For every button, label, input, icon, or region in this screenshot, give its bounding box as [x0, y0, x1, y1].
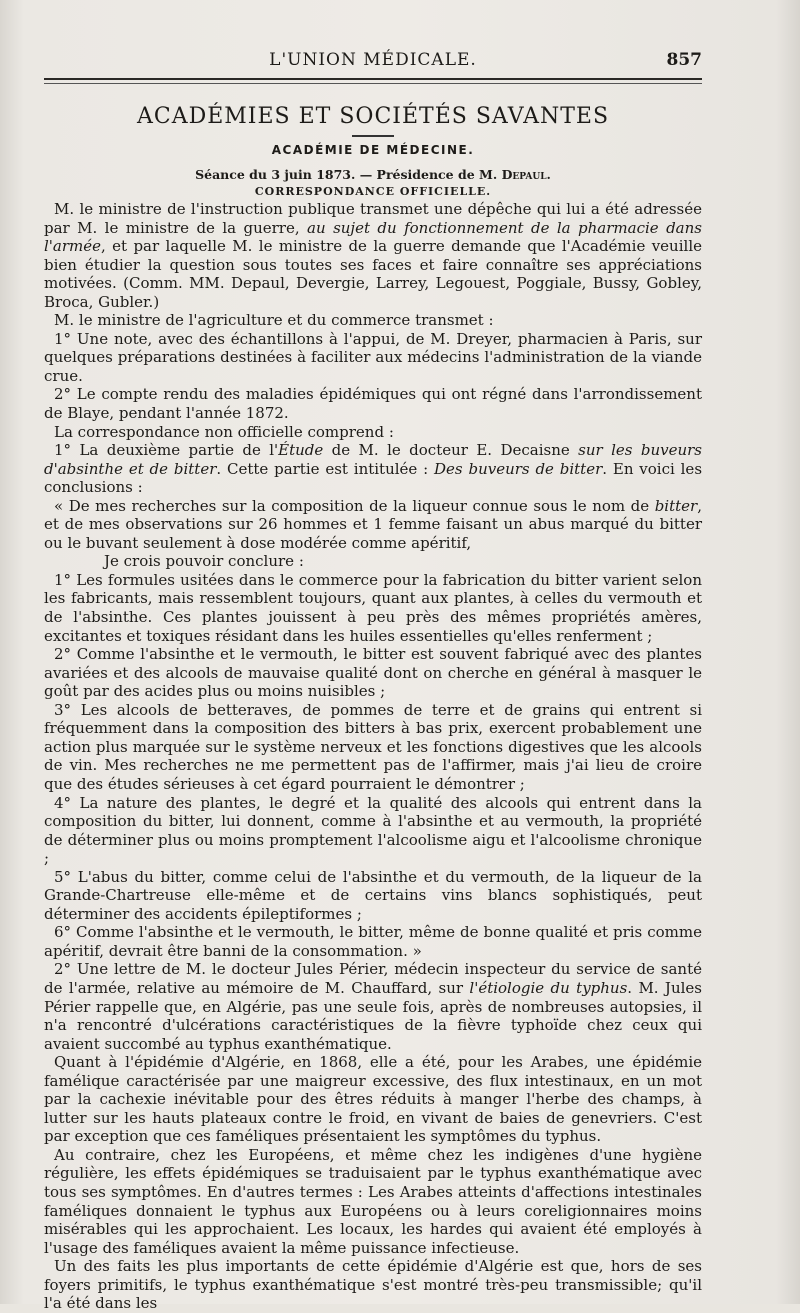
paragraph-conclusion-4: 4° La nature des plantes, le degré et la qualité des alcools qui entrent dans la composition du bitter, lui donnent, comme à l'absinthe et au vermouth, la propriété de déterminer plus ou moins promptement l'alcoolisme aigu et l'alcoolisme chronique ; — [44, 793, 702, 868]
paragraph-conclusion-1: 1° Les formules usitées dans le commerce pour la fabrication du bitter varient selon les fabricants, mais ressemblent toujours, quant aux plantes, à celles du vermouth et de l'absinthe. Ces plantes jouissent à peu près des mêmes propriétés amères, excitantes et toxiques résidant dans les huiles essentielles qu'elles renferment ; — [44, 570, 702, 645]
text-run: . M. Jules Périer rappelle que, en Algérie, pas une seule fois, après de nombreuses autopsies, il n'a rencontré d'ulcérations caractéristiques de la fièvre typhoïde chez ceux qui avaient succombé au typhus exanthématique. — [44, 978, 702, 1053]
italic-run: au sujet du fonctionnement de la pharmacie dans l'armée — [44, 218, 702, 256]
italic-run: sur les buveurs d'absinthe et de bitter — [44, 441, 702, 478]
paragraph-perier-letter — [44, 960, 702, 1053]
text-run: , et par laquelle M. le ministre de la guerre demande que l'Académie veuille bien étudier la question sous toutes ses faces et faire connaître ses appréciations motivées. (Comm. MM. Depaul, Devergie, Larrey, Legouest, Poggiale, Bussy, Gobley, Broca, Gubler.) — [44, 237, 702, 311]
paragraph-conclude: Je crois pouvoir conclure : — [104, 552, 304, 571]
paragraph-decaisne — [44, 441, 702, 497]
title-divider — [352, 135, 394, 137]
page-header — [44, 0, 702, 80]
header-rule — [44, 83, 702, 84]
paragraph-item-blaye: 2° Le compte rendu des maladies épidémiques qui ont régné dans l'arrondissement de Blaye, pendant l'année 1872. — [44, 385, 702, 423]
page-number: 857 — [666, 50, 702, 70]
italic-run: bitter — [654, 496, 698, 515]
paragraph-minister-instruction — [44, 200, 702, 311]
text-run: de M. le docteur E. Decaisne — [323, 441, 579, 460]
italic-run: Étude — [278, 441, 324, 460]
session-line — [44, 167, 702, 182]
italic-run: Des buveurs de bitter — [434, 459, 603, 478]
session-prefix: Séance du 3 juin 1873. — Présidence de M. — [195, 167, 502, 182]
correspondence-heading: CORRESPONDANCE OFFICIELLE. — [254, 185, 492, 198]
academy-heading: ACADÉMIE DE MÉDECINE. — [271, 143, 475, 157]
text-run: 1° La deuxième partie de l' — [54, 441, 279, 460]
italic-run: l'étiologie du typhus — [469, 978, 628, 997]
paragraph-minister-agriculture: M. le ministre de l'agriculture et du commerce transmet : — [54, 311, 494, 330]
paragraph-conclusion-6: 6° Comme l'absinthe et le vermouth, le bitter, même de bonne qualité et pris comme apéritif, devrait être banni de la consommation. » — [44, 923, 702, 960]
paragraph-item-dreyer: 1° Une note, avec des échantillons à l'appui, de M. Dreyer, pharmacien à Paris, sur quelques préparations destinées à faciliter aux médecins l'administration de la viande crue. — [44, 329, 702, 385]
paragraph-conclusion-2: 2° Comme l'absinthe et le vermouth, le bitter est souvent fabriqué avec des plantes avariées et des alcools de mauvaise qualité dont on cherche en général à masquer le goût par des acides plus ou moins nuisibles ; — [44, 645, 702, 701]
section-title: ACADÉMIES ET SOCIÉTÉS SAVANTES — [136, 104, 610, 129]
session-suffix: . — [546, 167, 551, 182]
text-run: . En voici les conclusions : — [44, 459, 703, 497]
paragraph-algeria-epidemic: Quant à l'épidémie d'Algérie, en 1868, elle a été, pour les Arabes, une épidémie famélique caractérisée par une maigreur excessive, des flux intestinaux, en un mot par la cachexie inévitable pour des êtres réduits à manger l'herbe des champs, à lutter sur les hauts plateaux contre le froid, en vivant de baies de genevriers. C'est par exception que ces faméliques présentaient les symptômes du typhus. — [44, 1053, 702, 1146]
paragraph-quote-intro — [44, 497, 702, 553]
text-run: , et de mes observations sur 26 hommes et 1 femme faisant un abus marqué du bitter ou le buvant seulement à dose modérée comme apéritif, — [44, 496, 702, 552]
text-run: « De mes recherches sur la composition de la liqueur connue sous le nom de — [54, 496, 655, 515]
paragraph-unofficial-heading: La correspondance non officielle comprend : — [54, 422, 394, 441]
paragraph-transmission: Un des faits les plus importants de cette épidémie d'Algérie est que, hors de ses foyers primitifs, le typhus exanthématique s'est montré très-peu transmissible; qu'il l'a été dans les — [44, 1257, 702, 1313]
article-body — [44, 200, 702, 1313]
paragraph-conclusion-5: 5° L'abus du bitter, comme celui de l'absinthe et du vermouth, de la liqueur de la Grande-Chartreuse elle-même et de certains vins blancs sophistiqués, peut déterminer des accidents épileptiformes ; — [44, 867, 702, 923]
paragraph-europeans: Au contraire, chez les Européens, et même chez les indigènes d'une hygiène régulière, les effets épidémiques se traduisaient par le typhus exanthématique avec tous ses symptômes. En d'autres termes : Les Arabes atteints d'affections intestinales faméliques donnaient le typhus aux Européens ou à leurs coreligionnaires moins misérables qui les approchaient. Les locaux, les hardes qui avaient été employés à l'usage des faméliques avaient la même puissance infectieuse. — [44, 1145, 702, 1257]
text-run: 2° Une lettre de M. le docteur Jules Périer, médecin inspecteur du service de santé de l'armée, relative au mémoire de M. Chauffard, sur — [44, 960, 702, 997]
text-run: . Cette partie est intitulée : — [216, 459, 435, 478]
text-run: M. le ministre de l'instruction publique transmet une dépêche qui lui a été adressée par M. le ministre de la guerre, — [44, 200, 702, 237]
session-president: Depaul — [501, 167, 547, 182]
running-title: L'UNION MÉDICALE. — [269, 50, 477, 70]
paragraph-conclusion-3: 3° Les alcools de betteraves, de pommes de terre et de grains qui entrent si fréquemment dans la composition des bitters à bas prix, exercent probablement une action plus marquée sur le système nerveux et les fonctions digestives que les alcools de vin. Mes recherches ne me permettent pas de l'affirmer, mais j'ai lieu de croire que des études sérieuses à cet égard pourraient le démontrer ; — [44, 700, 702, 793]
